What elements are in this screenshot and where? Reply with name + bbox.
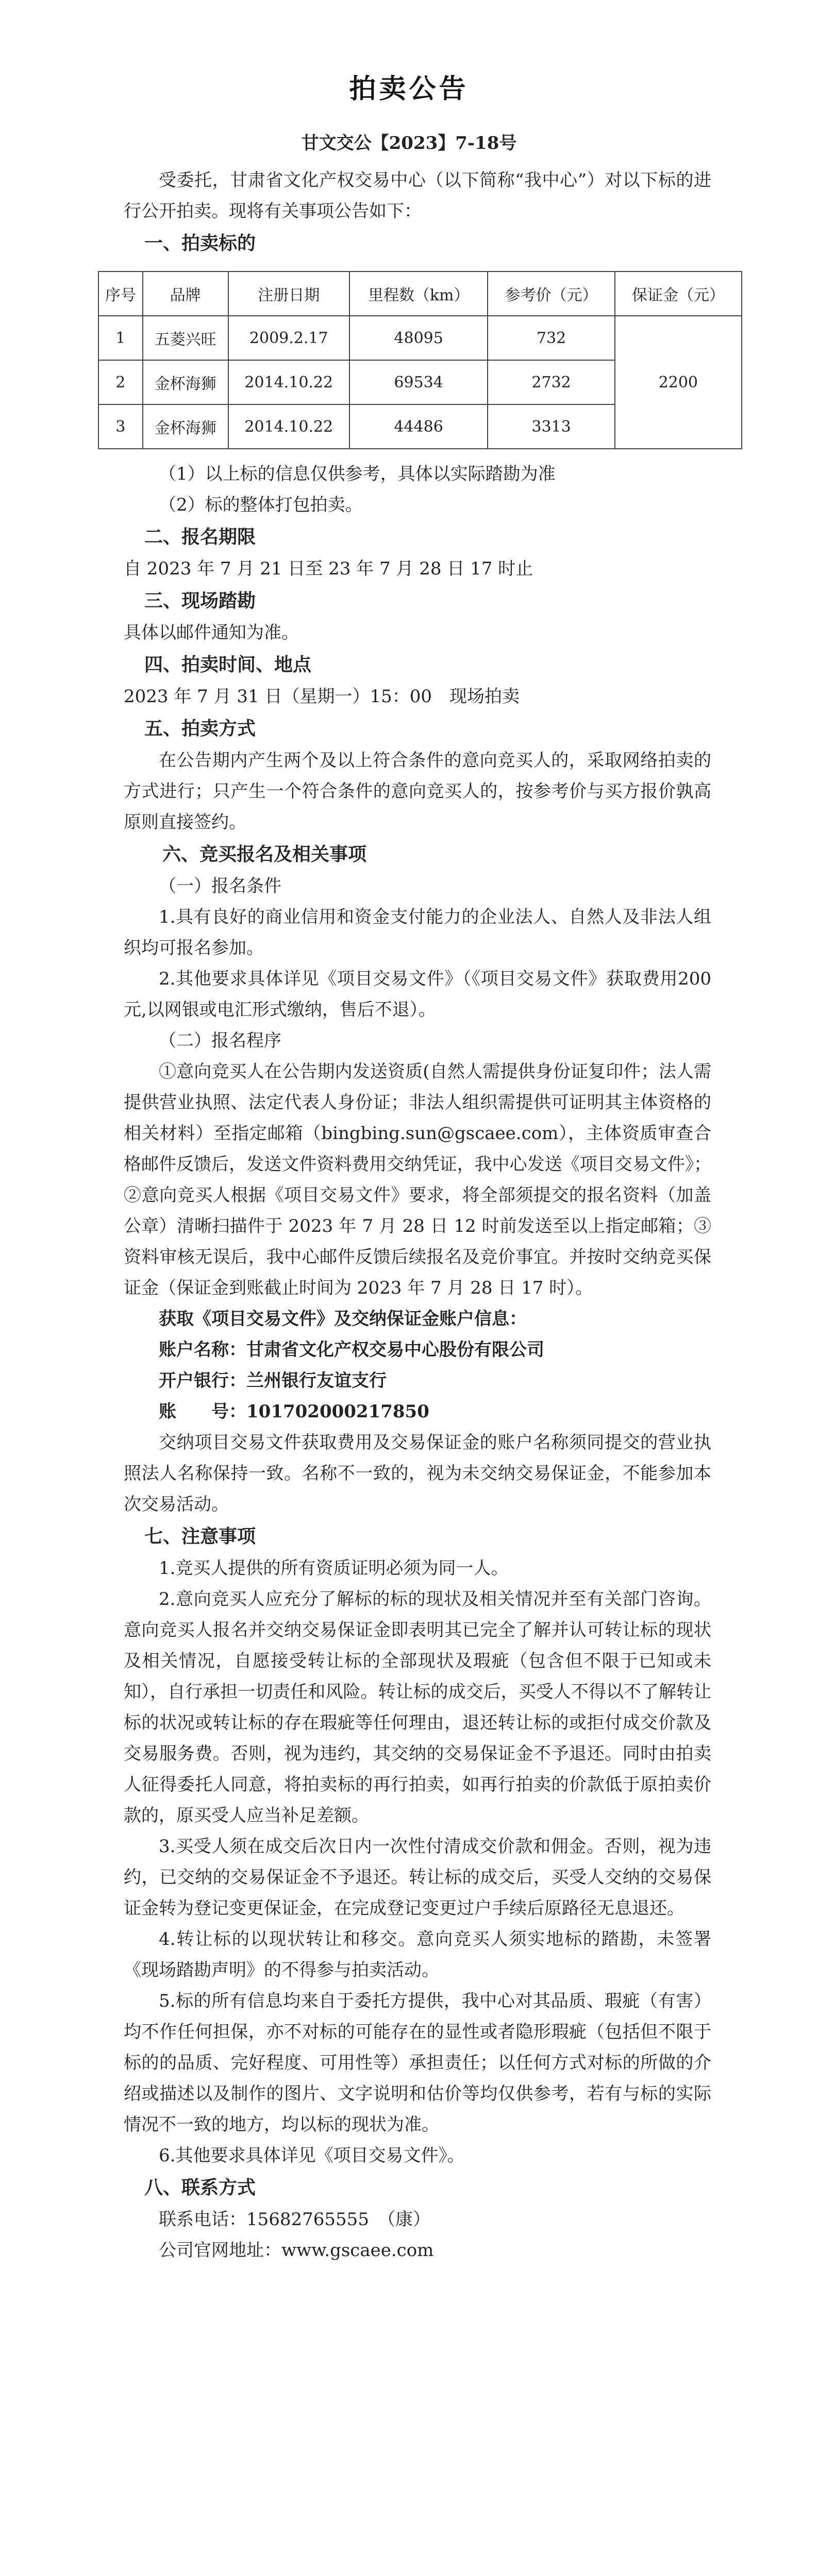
auction-time-text: 2023 年 7 月 31 日（星期一）15：00 现场拍卖: [124, 686, 520, 707]
registration-period-text: 自 2023 年 7 月 21 日至 23 年 7 月 28 日 17 时止: [124, 558, 533, 579]
header-cell: 参考价（元）: [488, 272, 614, 316]
table-cell: 48095: [349, 316, 488, 360]
table-cell: 3313: [488, 404, 614, 449]
company-website: 公司官网地址：www.gscaee.com: [159, 2240, 434, 2261]
account-bank: 开户银行：兰州银行友谊支行: [159, 1370, 387, 1391]
announcement-body: [105, 165, 725, 2266]
section-heading-registration-period: 二、报名期限: [144, 526, 256, 548]
table-cell: 3: [98, 404, 143, 449]
site-inspection-text: 具体以邮件通知为准。: [124, 622, 299, 643]
auction-method-text: 在公告期内产生两个及以上符合条件的意向竞买人的，采取网络拍卖的方式进行；只产生一个符合条件的意向竞买人的，按参考价与买方报价孰高原则直接签约。: [124, 750, 711, 833]
items-note-2: （2）标的整体打包拍卖。: [159, 495, 363, 515]
header-cell: 序号: [98, 272, 143, 316]
section-heading-notes: 七、注意事项: [144, 1526, 256, 1547]
condition-2: 2.其他要求具体详见《项目交易文件》（《项目交易文件》获取费用200元,以网银或电汇形式缴纳，售后不退）。: [124, 969, 711, 1020]
deposit-cell: 2200: [615, 316, 742, 449]
account-name: 账户名称：甘肃省文化产权交易中心股份有限公司: [159, 1340, 544, 1360]
header-cell: 里程数（km）: [349, 272, 488, 316]
note-6: 6.其他要求具体详见《项目交易文件》。: [159, 2145, 465, 2166]
procedure-text: ①意向竞买人在公告期内发送资质(自然人需提供身份证复印件；法人需提供营业执照、法定代表人身份证；非法人组织需提供可证明其主体资格的相关材料）至指定邮箱（bingbing.sun@gscaee.com），主体资质审查合格邮件反馈后，发送文件资料费用交纳凭证，我中心发送《项目交易文件》；②意向竞买人根据《项目交易文件》要求，将全部须提交的报名资料（加盖公章）清晰扫描件于 2023 年 7 月 28 日 12 时前发送至以上指定邮箱；③资料审核无误后，我中心邮件反馈后续报名及竞价事宜。并按时交纳竞买保证金（保证金到账截止时间为 2023 年 7 月 28 日 17 时）。: [124, 1061, 711, 1298]
section-heading-auction-time: 四、拍卖时间、地点: [144, 654, 312, 675]
account-note: 交纳项目交易文件获取费用及交易保证金的账户名称须同提交的营业执照法人名称保持一致。名称不一致的，视为未交纳交易保证金，不能参加本次交易活动。: [124, 1432, 711, 1515]
header-cell: 注册日期: [228, 272, 349, 316]
note-4: 4.转让标的以现状转让和移交。意向竞买人须实地标的踏勘，未签署《现场踏勘声明》的不得参与拍卖活动。: [124, 1929, 711, 1980]
account-number: 账 号：101702000217850: [159, 1401, 429, 1422]
note-1: 1.竞买人提供的所有资质证明必须为同一人。: [159, 1558, 509, 1579]
table-header-row: [98, 272, 742, 316]
page-title: 拍卖公告: [349, 73, 469, 105]
items-table: [98, 271, 742, 449]
section-heading-auction-method: 五、拍卖方式: [144, 718, 256, 739]
table-cell: 44486: [349, 404, 488, 449]
header-cell: 品牌: [143, 272, 228, 316]
section-heading-auction-items: 一、拍卖标的: [144, 232, 256, 254]
intro-paragraph: 受委托，甘肃省文化产权交易中心（以下简称“我中心”）对以下标的进行公开拍卖。现将有关事项公告如下：: [124, 170, 711, 222]
items-note-1: （1）以上标的信息仅供参考，具体以实际踏勘为准: [159, 464, 556, 484]
table-cell: 五菱兴旺: [143, 316, 228, 360]
table-row: [98, 316, 742, 360]
note-2: 2.意向竞买人应充分了解标的标的现状及相关情况并至有关部门咨询。意向竞买人报名并交纳交易保证金即表明其已完全了解并认可转让标的现状及相关情况，自愿接受转让标的全部现状及瑕疵（包含但不限于已知或未知），自行承担一切责任和风险。转让标的成交后，买受人不得以不了解转让标的状况或转让标的存在瑕疵等任何理由，退还转让标的或拒付成交价款及交易服务费。否则，视为违约，其交纳的交易保证金不予退还。同时由拍卖人征得委托人同意，将拍卖标的再行拍卖，如再行拍卖的价款低于原拍卖价款的，原买受人应当补足差额。: [124, 1589, 711, 1826]
table-cell: 2009.2.17: [228, 316, 349, 360]
section-heading-bidding-registration: 六、竞买报名及相关事项: [162, 843, 367, 865]
table-cell: 金杯海狮: [143, 404, 228, 449]
account-info-heading: 获取《项目交易文件》及交纳保证金账户信息：: [159, 1309, 527, 1329]
section-heading-site-inspection: 三、现场踏勘: [144, 590, 256, 612]
table-cell: 2: [98, 360, 143, 404]
subheading-procedure: （二）报名程序: [159, 1030, 281, 1051]
table-cell: 金杯海狮: [143, 360, 228, 404]
header-cell: 保证金（元）: [615, 272, 742, 316]
note-5: 5.标的所有信息均来自于委托方提供，我中心对其品质、瑕疵（有害）均不作任何担保，亦不对标的可能存在的显性或者隐形瑕疵（包括但不限于标的的品质、完好程度、可用性等）承担责任；以任何方式对标的所做的介绍或描述以及制作的图片、文字说明和估价等均仅供参考，若有与标的实际情况不一致的地方，均以标的现状为准。: [124, 1991, 711, 2135]
table-cell: 69534: [349, 360, 488, 404]
section-heading-contact: 八、联系方式: [144, 2177, 256, 2198]
document-number: 甘文交公【2023】7-18号: [301, 133, 517, 154]
table-cell: 732: [488, 316, 614, 360]
subheading-conditions: （一）报名条件: [159, 876, 281, 896]
contact-phone: 联系电话：15682765555 （康）: [159, 2209, 430, 2230]
table-cell: 2732: [488, 360, 614, 404]
table-cell: 1: [98, 316, 143, 360]
condition-1: 1.具有良好的商业信用和资金支付能力的企业法人、自然人及非法人组织均可报名参加。: [124, 907, 711, 958]
note-3: 3.买受人须在成交后次日内一次性付清成交价款和佣金。否则，视为违约，已交纳的交易保证金不予退还。转让标的成交后，买受人交纳的交易保证金转为登记变更保证金，在完成登记变更过户手续后原路径无息退还。: [124, 1836, 711, 1919]
table-cell: 2014.10.22: [228, 404, 349, 449]
table-cell: 2014.10.22: [228, 360, 349, 404]
